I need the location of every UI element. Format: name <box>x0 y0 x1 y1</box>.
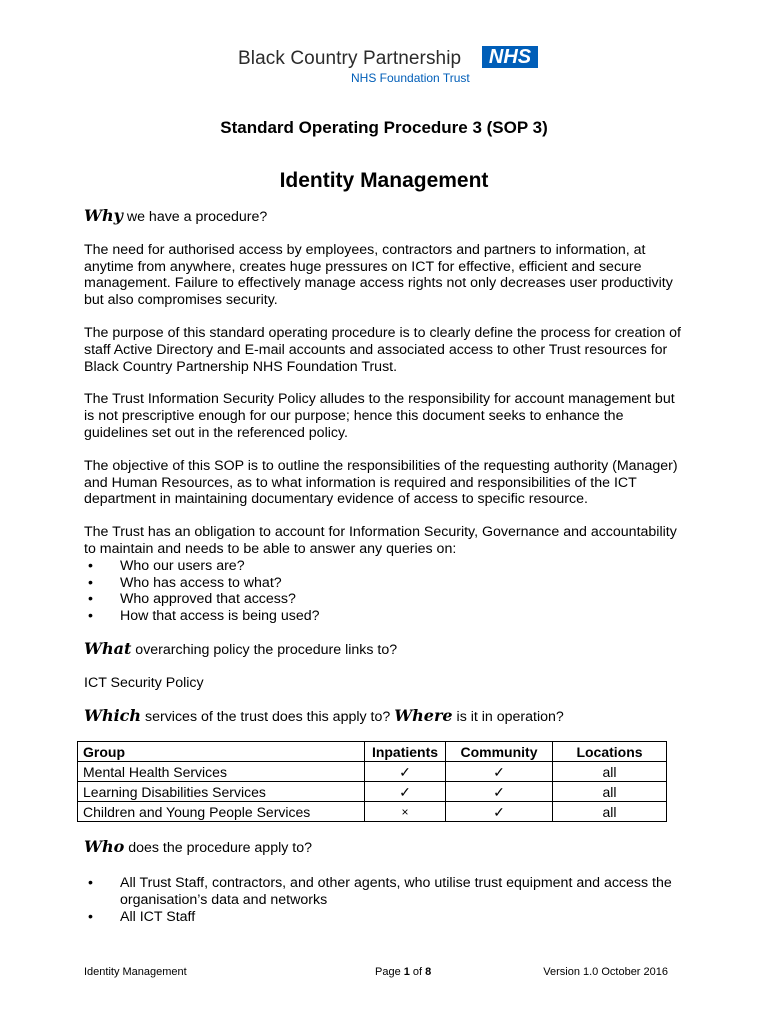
bullet-icon: • <box>88 608 93 625</box>
column-header: Inpatients <box>365 742 446 762</box>
footer-version: Version 1.0 October 2016 <box>543 966 668 978</box>
list-item: • Who has access to what? <box>88 574 282 591</box>
sop-title: Standard Operating Procedure 3 (SOP 3) <box>220 118 548 137</box>
check-icon: ✓ <box>365 782 446 802</box>
paragraph: The need for authorised access by employees, contractors and partners to information, at anytime from anywhere, creates huge pressures on ICT for effective, efficient and secure management. Failure to effectively manage access rights not only decreases user productivity but also compromises security. <box>84 241 673 309</box>
footer-title: Identity Management <box>84 966 187 978</box>
query-list <box>84 558 684 625</box>
table-row <box>78 782 667 802</box>
list-item: • All Trust Staff, contractors, and other agents, who utilise trust equipment and access the organisation’s data and networks <box>88 875 672 908</box>
which-keyword: Which <box>84 705 142 725</box>
list-item: • All ICT Staff <box>88 908 196 925</box>
bullet-icon: • <box>88 574 93 591</box>
bullet-icon: • <box>88 875 93 892</box>
why-heading <box>84 208 684 226</box>
table-cell: all <box>553 782 667 802</box>
who-heading <box>84 839 684 857</box>
trust-logo <box>238 44 540 90</box>
paragraph: The Trust has an obligation to account for Information Security, Governance and accountability to maintain and needs to be able to answer any queries on: <box>84 524 677 557</box>
table-cell: Children and Young People Services <box>78 802 365 822</box>
page-footer <box>84 966 668 982</box>
paragraph: The Trust Information Security Policy alludes to the responsibility for account management but is not prescriptive enough for our purpose; hence this document seeks to enhance the guidelines set out in the referenced policy. <box>84 391 675 441</box>
bullet-icon: • <box>88 908 93 925</box>
list-item: • Who approved that access? <box>88 591 296 608</box>
bullet-icon: • <box>88 557 93 574</box>
column-header: Group <box>78 742 365 762</box>
nhs-logo-badge: NHS <box>482 46 538 68</box>
list-item: • Who our users are? <box>88 557 245 574</box>
what-heading <box>84 638 684 659</box>
table-cell: Learning Disabilities Services <box>78 782 365 802</box>
why-keyword: Why <box>84 206 123 225</box>
table-row <box>78 802 667 822</box>
check-icon: ✓ <box>365 762 446 782</box>
what-question: overarching policy the procedure links to? <box>131 641 398 658</box>
check-icon: ✓ <box>446 762 553 782</box>
page-number: Page 1 of 8 <box>375 966 432 978</box>
which-heading: Which services of the trust does this apply to? Where is it in operation? <box>84 705 564 725</box>
check-icon: ✓ <box>446 782 553 802</box>
document-body <box>84 208 684 942</box>
logo-name: Black Country Partnership <box>238 48 462 69</box>
who-keyword: Who <box>84 837 125 857</box>
why-question: we have a procedure? <box>122 209 268 225</box>
table-cell: all <box>553 762 667 782</box>
check-icon: ✓ <box>446 802 553 822</box>
table-cell: Mental Health Services <box>78 762 365 782</box>
table-header-row <box>78 742 667 762</box>
applies-to-list <box>84 875 684 925</box>
where-keyword: Where <box>394 705 453 725</box>
paragraph: The purpose of this standard operating procedure is to clearly define the process for creation of staff Active Directory and E-mail accounts and associated access to other Trust resources for Black Country Partnership NHS Foundation Trust. <box>84 324 682 375</box>
column-header: Locations <box>553 742 667 762</box>
column-header: Community <box>446 742 553 762</box>
logo-subtitle: NHS Foundation Trust <box>351 71 470 85</box>
cross-icon: × <box>365 802 446 822</box>
table-row <box>78 762 667 782</box>
what-keyword: What <box>84 638 132 658</box>
services-table <box>77 741 667 822</box>
list-item: • How that access is being used? <box>88 608 320 625</box>
table-cell: all <box>553 802 667 822</box>
paragraph: The objective of this SOP is to outline the responsibilities of the requesting authority (Manager) and Human Resources, as to what information is required and responsibilities of the ICT department in maintaining documentary evidence of access to specific resource. <box>84 457 678 508</box>
linked-policy: ICT Security Policy <box>84 674 204 691</box>
document-title: Identity Management <box>279 169 489 192</box>
bullet-icon: • <box>88 591 93 608</box>
who-question: does the procedure apply to? <box>124 840 313 857</box>
